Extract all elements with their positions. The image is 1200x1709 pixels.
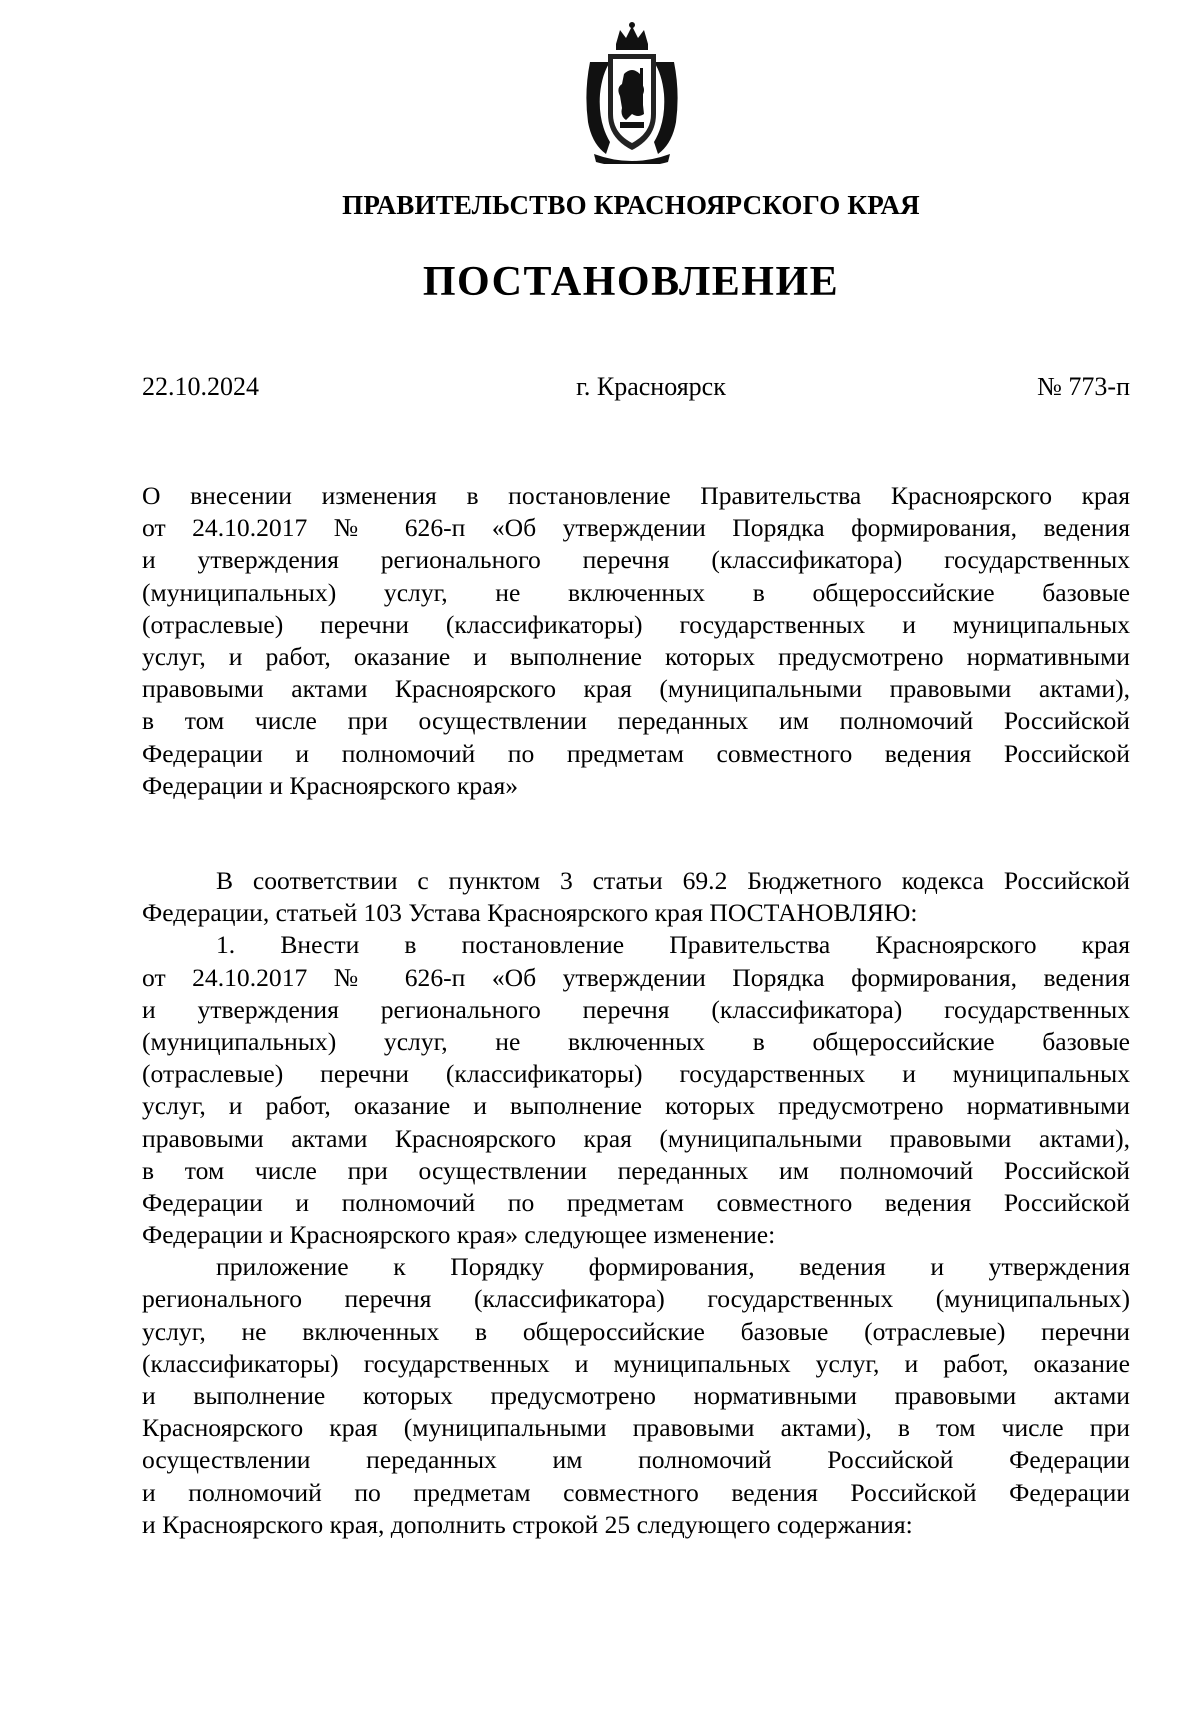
document-kind-title: ПОСТАНОВЛЕНИЕ <box>422 259 840 305</box>
subject-line: и утверждения регионального перечня (классификатора) государственных <box>142 545 1130 575</box>
document-number: № 773-п <box>1037 372 1130 401</box>
subject-line: О внесении изменения в постановление Правительства Красноярского края <box>142 481 1130 510</box>
body-line: услуг, и работ, оказание и выполнение которых предусмотрено нормативными <box>142 1091 1130 1121</box>
body-line: регионального перечня (классификатора) государственных (муниципальных) <box>142 1284 1130 1314</box>
body-line: и полномочий по предметам совместного ведения Российской Федерации <box>142 1477 1130 1507</box>
body-line: (классификаторы) государственных и муниципальных услуг, и работ, оказание <box>142 1348 1130 1378</box>
body-line: от 24.10.2017 № 626-п «Об утверждении Порядка формирования, ведения <box>142 962 1130 992</box>
body-line: правовыми актами Красноярского края (муниципальными правовыми актами), <box>142 1123 1130 1153</box>
body-line: Федерации и полномочий по предметам совместного ведения Российской <box>142 1187 1130 1217</box>
document-subject <box>142 480 1130 802</box>
body-line: и выполнение которых предусмотрено нормативными правовыми актами <box>142 1381 1130 1410</box>
subject-line: (отраслевые) перечни (классификаторы) государственных и муниципальных <box>142 609 1130 639</box>
document-body <box>142 865 1130 1541</box>
subject-line: от 24.10.2017 № 626-п «Об утверждении Порядка формирования, ведения <box>142 513 1130 543</box>
body-line: осуществлении переданных им полномочий Российской Федерации <box>142 1445 1130 1475</box>
body-line: в том числе при осуществлении переданных им полномочий Российской <box>142 1155 1130 1185</box>
body-line: (отраслевые) перечни (классификаторы) государственных и муниципальных <box>142 1059 1130 1089</box>
body-line: и утверждения регионального перечня (классификатора) государственных <box>142 994 1130 1024</box>
organization-title: ПРАВИТЕЛЬСТВО КРАСНОЯРСКОГО КРАЯ <box>342 190 920 220</box>
document-date: 22.10.2024 <box>142 372 259 401</box>
body-line: Красноярского края (муниципальными правовыми актами), в том числе при <box>142 1413 1130 1443</box>
subject-line: (муниципальных) услуг, не включенных в общероссийские базовые <box>142 577 1130 607</box>
subject-line: Федерации и Красноярского края» <box>142 770 519 800</box>
body-line: (муниципальных) услуг, не включенных в общероссийские базовые <box>142 1026 1130 1056</box>
body-line: и Красноярского края, дополнить строкой 25 следующего содержания: <box>142 1509 913 1539</box>
body-line: приложение к Порядку формирования, ведения и утверждения <box>216 1252 1130 1282</box>
body-line: 1. Внести в постановление Правительства Красноярского края <box>216 930 1130 960</box>
body-line: Федерации и Красноярского края» следующее изменение: <box>142 1220 776 1250</box>
subject-line: услуг, и работ, оказание и выполнение которых предусмотрено нормативными <box>142 641 1130 671</box>
body-line: В соответствии с пунктом 3 статьи 69.2 Бюджетного кодекса Российской <box>216 866 1130 895</box>
subject-line: правовыми актами Красноярского края (муниципальными правовыми актами), <box>142 674 1130 704</box>
document-meta-row <box>142 372 1130 406</box>
coat-of-arms-icon <box>580 22 684 164</box>
subject-line: в том числе при осуществлении переданных им полномочий Российской <box>142 706 1130 736</box>
body-line: услуг, не включенных в общероссийские базовые (отраслевые) перечни <box>142 1316 1130 1346</box>
subject-line: Федерации и полномочий по предметам совместного ведения Российской <box>142 738 1130 768</box>
body-line: Федерации, статьей 103 Устава Красноярского края ПОСТАНОВЛЯЮ: <box>142 898 918 928</box>
document-city: г. Красноярск <box>576 372 726 401</box>
